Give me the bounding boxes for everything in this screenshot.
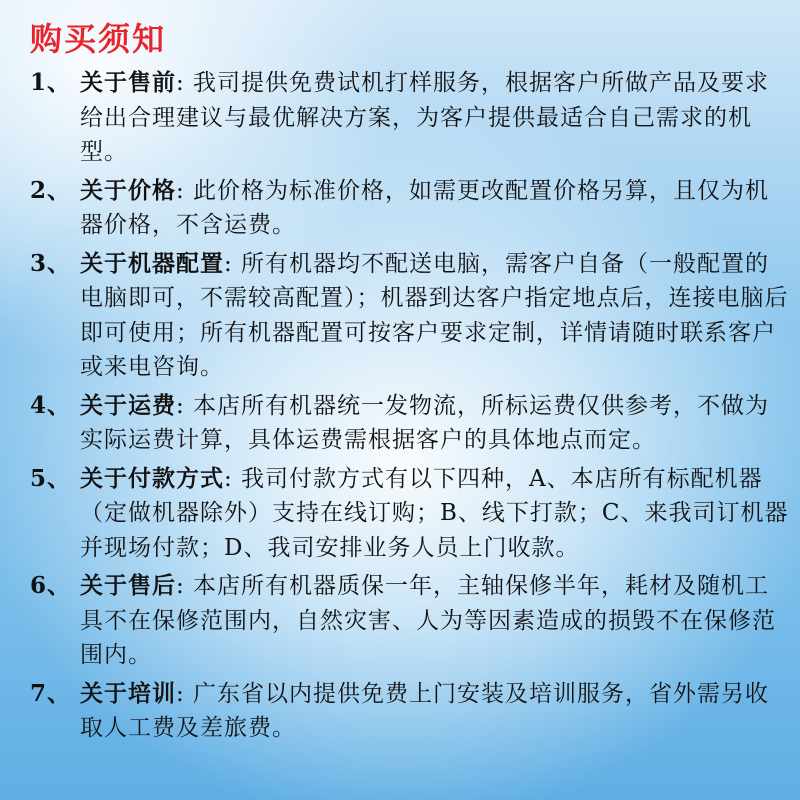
item-heading: 关于培训 bbox=[80, 679, 176, 707]
item-heading: 关于付款方式 bbox=[80, 464, 224, 492]
item-text: : 此价格为标准价格，如需更改配置价格另算，且仅为机器价格，不含运费。 bbox=[80, 177, 770, 238]
item-number: 6、 bbox=[30, 572, 72, 599]
item-number: 7、 bbox=[30, 679, 72, 707]
item-heading: 关于机器配置 bbox=[80, 249, 224, 277]
item-text: : 本店所有机器质保一年，主轴保修半年，耗材及随机工具不在保修范围内，自然灾害、人为等因素造成的损毁不在保修范围内。 bbox=[80, 573, 776, 668]
item-number: 1、 bbox=[30, 69, 72, 96]
item-text: : 所有机器均不配送电脑，需客户自备（一般配置的电脑即可，不需较高配置）；机器到达客户指定地点后，连接电脑后即可使用；所有机器配置可按客户要求定制，详情请随时联系客户或来电咨询。 bbox=[80, 250, 789, 380]
item-heading: 关于售后 bbox=[80, 572, 176, 599]
item-heading: 关于售前 bbox=[80, 69, 176, 96]
item-heading: 关于运费 bbox=[80, 391, 176, 419]
notice-item-shipping bbox=[30, 389, 790, 458]
item-number: 2、 bbox=[30, 176, 72, 204]
notice-item-aftersale bbox=[30, 569, 790, 673]
item-heading: 关于价格 bbox=[80, 176, 176, 204]
notice-item-presale bbox=[30, 66, 790, 170]
notice-item-training bbox=[30, 677, 790, 746]
item-number: 4、 bbox=[30, 391, 72, 419]
notice-item-payment bbox=[30, 462, 790, 566]
item-text: : 我司提供免费试机打样服务，根据客户所做产品及要求给出合理建议与最优解决方案，为客户提供最适合自己需求的机型。 bbox=[80, 70, 770, 165]
item-text: : 我司付款方式有以下四种，A、本店所有标配机器（定做机器除外）支持在线订购；B、线下打款；C、来我司订机器并现场付款；D、我司安排业务人员上门收款。 bbox=[80, 465, 789, 561]
page-title: 购买须知 bbox=[30, 20, 167, 58]
item-number: 5、 bbox=[30, 464, 72, 492]
item-number: 3、 bbox=[30, 249, 72, 277]
item-text: : 广东省以内提供免费上门安装及培训服务，省外需另收取人工费及差旅费。 bbox=[80, 680, 770, 741]
notice-item-price bbox=[30, 174, 790, 243]
item-text: : 本店所有机器统一发物流，所标运费仅供参考，不做为实际运费计算，具体运费需根据客户的具体地点而定。 bbox=[80, 392, 770, 453]
notice-item-configuration bbox=[30, 247, 790, 385]
notice-list bbox=[30, 66, 790, 746]
